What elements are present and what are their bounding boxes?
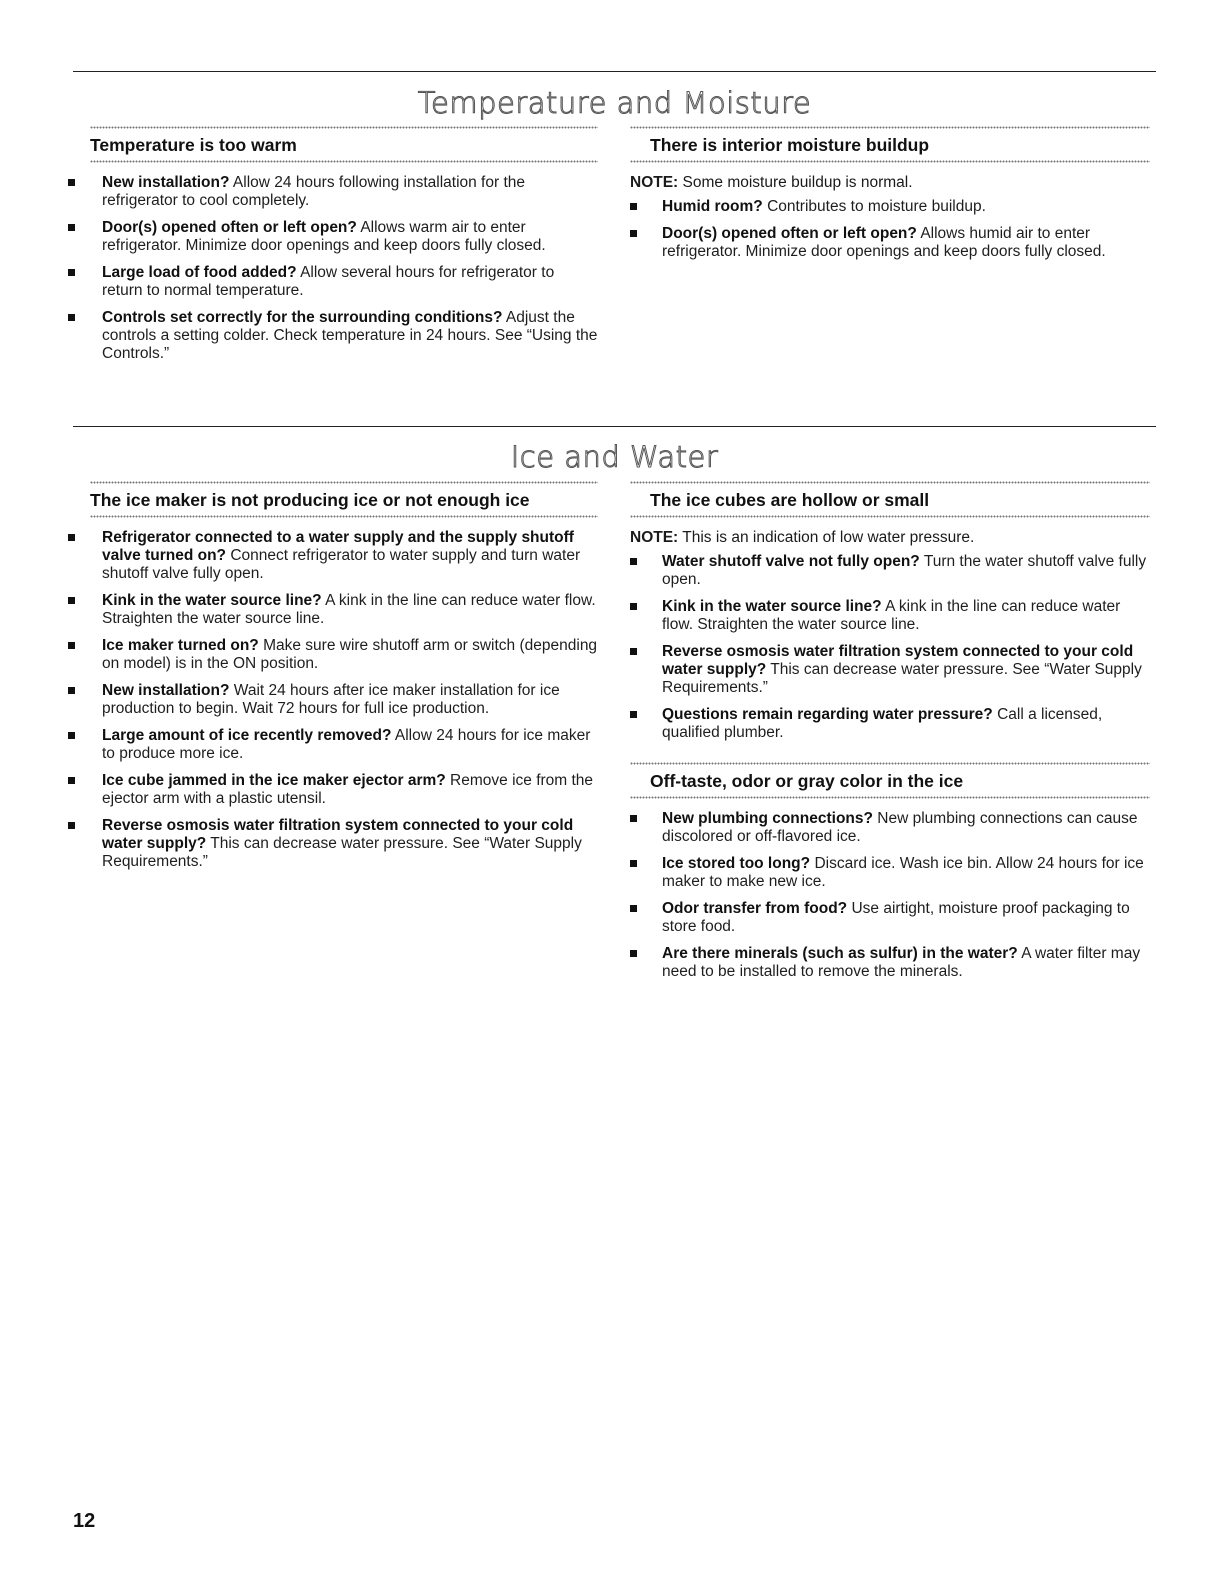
square-bullet-icon [68, 224, 75, 231]
item-question: New installation? [102, 682, 230, 699]
note-text [630, 174, 1150, 192]
subsection-off-taste [630, 762, 1150, 981]
item-question: New installation? [102, 174, 230, 191]
list-item [630, 225, 1150, 261]
dotted-divider [90, 160, 598, 164]
item-answer: Wait 24 hours after ice maker installation for ice production to begin. Wait 72 hours for full ice production. [102, 682, 560, 717]
note-body: This is an indication of low water pressure. [682, 529, 975, 546]
subsection-heading: The ice cubes are hollow or small [650, 490, 930, 510]
item-question: Large amount of ice recently removed? [102, 727, 392, 744]
item-question: Door(s) opened often or left open? [662, 225, 917, 242]
subsection-moisture [630, 126, 1150, 261]
list-item [630, 598, 1150, 634]
list-item [630, 643, 1150, 697]
list-item [90, 264, 598, 300]
square-bullet-icon [68, 597, 75, 604]
list-item [630, 945, 1150, 981]
item-question: Controls set correctly for the surrounding conditions? [102, 309, 503, 326]
item-answer: Allow several hours for refrigerator to return to normal temperature. [102, 264, 555, 299]
square-bullet-icon [68, 642, 75, 649]
item-question: Door(s) opened often or left open? [102, 219, 357, 236]
list-item [90, 309, 598, 363]
column-moisture [630, 126, 1150, 270]
bullet-list [630, 198, 1150, 261]
list-item [90, 637, 598, 673]
list-item [630, 810, 1150, 846]
subsection-heading: Temperature is too warm [90, 135, 297, 155]
list-item [90, 727, 598, 763]
list-item [90, 174, 598, 210]
list-item [630, 855, 1150, 891]
list-item [90, 682, 598, 718]
item-question: Are there minerals (such as sulfur) in the water? [662, 945, 1018, 962]
square-bullet-icon [68, 732, 75, 739]
note-text [630, 529, 1150, 547]
bullet-list [90, 529, 598, 871]
item-answer: Discard ice. Wash ice bin. Allow 24 hours for ice maker to make new ice. [662, 855, 1144, 890]
subsection-heading: Off-taste, odor or gray color in the ice [650, 771, 964, 791]
item-answer: This can decrease water pressure. See “Water Supply Requirements.” [102, 835, 582, 870]
section-rule-ice [73, 426, 1156, 427]
page-number: 12 [73, 1510, 96, 1532]
list-item [630, 706, 1150, 742]
item-question: Kink in the water source line? [662, 598, 882, 615]
list-item [90, 817, 598, 871]
item-question: Ice stored too long? [662, 855, 811, 872]
square-bullet-icon [630, 230, 637, 237]
section-title-ice-water: Ice and Water [510, 440, 719, 474]
square-bullet-icon [630, 711, 637, 718]
item-answer: Allow 24 hours following installation for the refrigerator to cool completely. [102, 174, 525, 209]
subsection-temperature-warm [90, 126, 598, 363]
square-bullet-icon [68, 179, 75, 186]
note-label: NOTE: [630, 529, 679, 546]
item-answer: Remove ice from the ejector arm with a plastic utensil. [102, 772, 594, 807]
item-question: Reverse osmosis water filtration system connected to your cold water supply? [102, 817, 574, 852]
item-question: Questions remain regarding water pressure? [662, 706, 993, 723]
square-bullet-icon [68, 822, 75, 829]
list-item [90, 529, 598, 583]
item-question: New plumbing connections? [662, 810, 873, 827]
item-answer: A kink in the line can reduce water flow. Straighten the water source line. [662, 598, 1121, 633]
dotted-divider [90, 515, 598, 519]
bullet-list [630, 810, 1150, 981]
dotted-divider [630, 160, 1150, 164]
item-answer: Allows humid air to enter refrigerator. Minimize door openings and keep doors fully closed. [662, 225, 1106, 260]
item-question: Humid room? [662, 198, 763, 215]
square-bullet-icon [68, 269, 75, 276]
item-answer: Make sure wire shutoff arm or switch (depending on model) is in the ON position. [102, 637, 598, 672]
item-question: Ice cube jammed in the ice maker ejector arm? [102, 772, 446, 789]
item-answer: This can decrease water pressure. See “Water Supply Requirements.” [662, 661, 1142, 696]
square-bullet-icon [630, 648, 637, 655]
item-question: Refrigerator connected to a water supply and the supply shutoff valve turned on? [102, 529, 574, 564]
item-answer: Turn the water shutoff valve fully open. [662, 553, 1147, 588]
item-answer: A kink in the line can reduce water flow. Straighten the water source line. [102, 592, 596, 627]
list-item [630, 900, 1150, 936]
item-question: Kink in the water source line? [102, 592, 322, 609]
bullet-list [90, 174, 598, 363]
item-answer: New plumbing connections can cause discolored or off-flavored ice. [662, 810, 1138, 845]
list-item [90, 219, 598, 255]
subsection-ice-maker [90, 481, 598, 871]
item-answer: Allows warm air to enter refrigerator. Minimize door openings and keep doors fully closed. [102, 219, 546, 254]
note-body: Some moisture buildup is normal. [682, 174, 913, 191]
square-bullet-icon [630, 950, 637, 957]
column-temperature-warm [90, 126, 598, 372]
item-answer: Connect refrigerator to water supply and turn water shutoff valve fully open. [102, 547, 581, 582]
subsection-heading: There is interior moisture buildup [650, 135, 930, 155]
list-item [630, 198, 1150, 216]
item-answer: A water filter may need to be installed to remove the minerals. [662, 945, 1141, 980]
item-answer: Contributes to moisture buildup. [767, 198, 986, 215]
square-bullet-icon [630, 905, 637, 912]
square-bullet-icon [630, 603, 637, 610]
item-question: Odor transfer from food? [662, 900, 848, 917]
square-bullet-icon [68, 534, 75, 541]
square-bullet-icon [630, 558, 637, 565]
square-bullet-icon [68, 777, 75, 784]
dotted-divider [630, 515, 1150, 519]
square-bullet-icon [68, 687, 75, 694]
square-bullet-icon [630, 860, 637, 867]
item-answer: Allow 24 hours for ice maker to produce more ice. [102, 727, 591, 762]
item-answer: Use airtight, moisture proof packaging to store food. [662, 900, 1130, 935]
square-bullet-icon [630, 203, 637, 210]
list-item [90, 772, 598, 808]
item-answer: Adjust the controls a setting colder. Check temperature in 24 hours. See “Using the Controls.” [102, 309, 598, 362]
item-question: Large load of food added? [102, 264, 297, 281]
square-bullet-icon [68, 314, 75, 321]
subsection-hollow-cubes [630, 481, 1150, 742]
section-title-temperature: Temperature and Moisture [417, 86, 812, 120]
item-question: Reverse osmosis water filtration system connected to your cold water supply? [662, 643, 1134, 678]
section-rule-top [73, 71, 1156, 72]
dotted-divider [630, 796, 1150, 800]
item-question: Ice maker turned on? [102, 637, 259, 654]
column-ice-cubes [630, 481, 1150, 990]
column-ice-maker [90, 481, 598, 880]
note-label: NOTE: [630, 174, 679, 191]
item-question: Water shutoff valve not fully open? [662, 553, 920, 570]
list-item [90, 592, 598, 628]
list-item [630, 553, 1150, 589]
item-answer: Call a licensed, qualified plumber. [662, 706, 1103, 741]
subsection-heading: The ice maker is not producing ice or not enough ice [90, 490, 530, 510]
bullet-list [630, 553, 1150, 742]
square-bullet-icon [630, 815, 637, 822]
